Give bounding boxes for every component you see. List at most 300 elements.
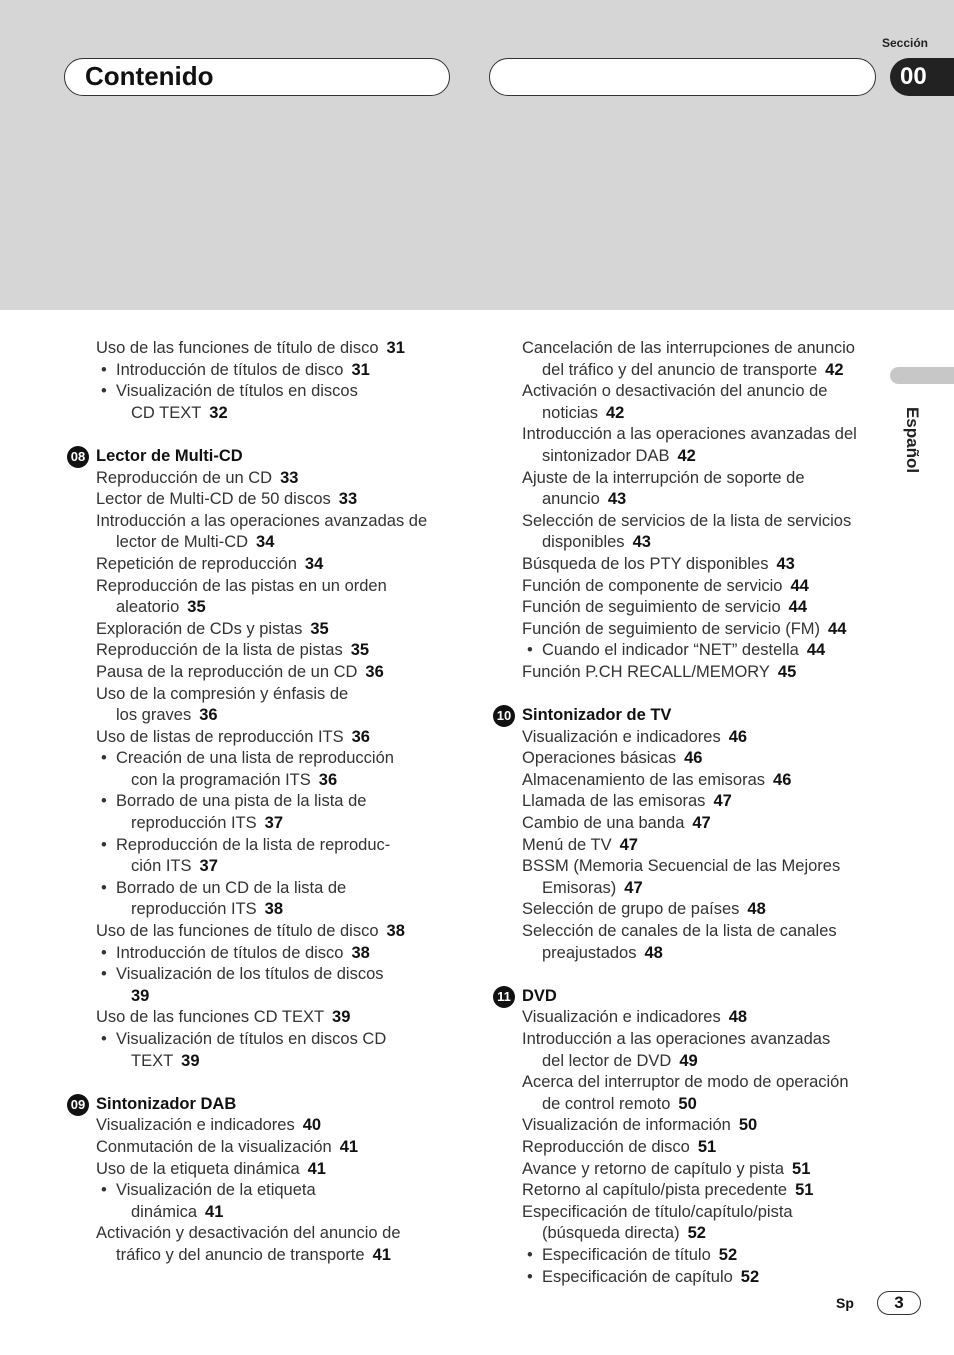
bullet-icon: • xyxy=(101,382,107,401)
toc-entry-line xyxy=(64,489,464,511)
toc-entry[interactable] xyxy=(64,640,464,662)
toc-entry-line xyxy=(490,921,890,943)
page-number: 3 xyxy=(877,1291,921,1315)
toc-page-number: 36 xyxy=(365,662,384,681)
toc-entry-line xyxy=(490,1180,890,1202)
toc-entry-text: Selección de servicios de la lista de servicios xyxy=(522,511,852,530)
toc-entry[interactable] xyxy=(64,1159,464,1181)
toc-entry-text: Visualización e indicadores xyxy=(522,727,721,746)
toc-entry-line xyxy=(490,619,890,641)
toc-page-number: 31 xyxy=(351,360,370,379)
toc-entry[interactable] xyxy=(490,1159,890,1181)
toc-entry-text: reproducción ITS xyxy=(131,900,257,919)
toc-page-number: 44 xyxy=(806,641,826,660)
toc-page-number: 38 xyxy=(386,922,405,941)
toc-page-number: 35 xyxy=(310,619,329,638)
toc-entry-text: Lector de Multi-CD de 50 discos xyxy=(96,490,331,509)
toc-entry-line xyxy=(64,576,464,598)
toc-entry-line xyxy=(490,576,890,598)
header-band xyxy=(0,0,954,310)
toc-entry-text: Cambio de una banda xyxy=(522,814,685,833)
toc-entry[interactable] xyxy=(490,1007,890,1029)
toc-page-number: 38 xyxy=(264,900,284,919)
toc-entry-line xyxy=(490,1267,890,1289)
toc-entry-line xyxy=(490,791,890,813)
toc-entry[interactable] xyxy=(490,597,890,619)
toc-entry-line xyxy=(490,1007,890,1029)
toc-entry-line xyxy=(64,813,464,835)
bullet-icon: • xyxy=(527,1245,533,1264)
bullet-icon: • xyxy=(101,943,107,962)
toc-entry-text: Activación o desactivación del anuncio de xyxy=(522,382,828,401)
bullet-icon: • xyxy=(101,749,107,768)
toc-entry-line xyxy=(490,424,890,446)
toc-page-number: 49 xyxy=(679,1051,698,1070)
toc-entry-text: Activación y desactivación del anuncio de xyxy=(96,1224,401,1243)
toc-entry-text: Visualización de información xyxy=(522,1116,731,1135)
toc-entry-line xyxy=(64,619,464,641)
toc-entry[interactable] xyxy=(490,576,890,598)
toc-spacer xyxy=(490,964,890,986)
toc-entry-text: Pausa de la reproducción de un CD xyxy=(96,662,358,681)
toc-entry[interactable] xyxy=(490,554,890,576)
toc-entry-text: (búsqueda directa) xyxy=(542,1224,680,1243)
toc-entry-text: del tráfico y del anuncio de transporte xyxy=(542,360,818,379)
toc-entry-line xyxy=(64,1202,464,1224)
toc-left-column xyxy=(64,338,464,1267)
toc-entry[interactable] xyxy=(64,921,464,943)
toc-entry-text: Uso de las funciones CD TEXT xyxy=(96,1008,325,1027)
toc-page-number: 47 xyxy=(713,792,732,811)
toc-page-number: 35 xyxy=(350,641,370,660)
bullet-icon: • xyxy=(101,878,107,897)
toc-subentry[interactable] xyxy=(64,1180,464,1223)
toc-entry-line xyxy=(490,1245,890,1267)
toc-entry-text: Avance y retorno de capítulo y pista xyxy=(522,1159,785,1178)
toc-entry-text: ción ITS xyxy=(131,857,192,876)
toc-page-number: 40 xyxy=(302,1116,322,1135)
toc-page-number: 43 xyxy=(632,533,651,552)
toc-entry[interactable] xyxy=(490,1115,890,1137)
bullet-icon: • xyxy=(101,360,107,379)
toc-subentry[interactable] xyxy=(490,1267,890,1289)
toc-entry-text: noticias xyxy=(542,403,598,422)
toc-entry-text: BSSM (Memoria Secuencial de las Mejores xyxy=(522,857,841,876)
toc-page-number: 38 xyxy=(351,943,370,962)
toc-entry-text: Creación de una lista de reproducción xyxy=(116,749,394,768)
toc-page-number: 37 xyxy=(264,814,284,833)
toc-entry[interactable] xyxy=(64,662,464,684)
toc-entry-text: Especificación de título/capítulo/pista xyxy=(522,1202,793,1221)
bullet-icon: • xyxy=(101,1030,107,1048)
toc-entry[interactable] xyxy=(490,770,890,792)
toc-spacer xyxy=(64,1072,464,1094)
toc-entry-line xyxy=(64,403,464,425)
toc-entry-text: los graves xyxy=(116,706,192,725)
toc-entry-line xyxy=(490,597,890,619)
toc-page-number: 46 xyxy=(773,770,792,789)
toc-entry-text: preajustados xyxy=(542,943,637,962)
toc-entry[interactable] xyxy=(490,856,890,899)
toc-entry-text: Visualización de títulos en discos xyxy=(116,382,358,401)
toc-entry-text: Visualización e indicadores xyxy=(522,1008,721,1027)
toc-entry-text: con la programación ITS xyxy=(131,770,311,789)
toc-entry-line xyxy=(64,1223,464,1245)
toc-subentry[interactable] xyxy=(64,1029,464,1072)
blank-title-box xyxy=(489,58,876,96)
toc-entry-line xyxy=(64,360,464,382)
toc-entry-text: Introducción de títulos de disco xyxy=(116,943,344,962)
toc-page-number: 48 xyxy=(644,943,663,962)
toc-page-number: 36 xyxy=(199,706,218,725)
toc-entry[interactable] xyxy=(64,338,464,360)
toc-entry-line xyxy=(64,835,464,857)
toc-entry-text: aleatorio xyxy=(116,598,180,617)
toc-entry-line xyxy=(490,381,890,403)
toc-page-number: 51 xyxy=(795,1181,814,1200)
toc-entry-text: Introducción de títulos de disco xyxy=(116,360,344,379)
toc-entry[interactable] xyxy=(490,1137,890,1159)
toc-page-number: 42 xyxy=(605,403,625,422)
toc-entry-line xyxy=(490,511,890,533)
toc-subentry[interactable] xyxy=(64,360,464,382)
toc-entry-line xyxy=(64,1029,464,1051)
toc-entry-line xyxy=(490,770,890,792)
toc-page-number: 50 xyxy=(738,1116,758,1135)
toc-section-heading[interactable] xyxy=(490,986,890,1008)
toc-entry-text: CD TEXT xyxy=(131,403,202,422)
toc-subentry[interactable] xyxy=(64,943,464,965)
toc-subentry[interactable] xyxy=(490,1245,890,1267)
toc-entry-line xyxy=(64,468,464,490)
toc-page-number: 44 xyxy=(790,576,809,595)
toc-entry-line xyxy=(64,748,464,770)
toc-entry-line xyxy=(64,899,464,921)
language-code: Sp xyxy=(836,1295,854,1311)
toc-subentry[interactable] xyxy=(64,835,464,878)
toc-page-number: 32 xyxy=(209,403,228,422)
toc-page-number: 36 xyxy=(351,727,370,746)
toc-entry-text: del lector de DVD xyxy=(542,1051,672,1070)
toc-entry-line xyxy=(64,1051,464,1073)
toc-entry[interactable] xyxy=(64,727,464,749)
toc-entry-line xyxy=(490,899,890,921)
page-title: Contenido xyxy=(85,61,214,91)
toc-page-number: 39 xyxy=(332,1008,351,1027)
toc-page-number: 46 xyxy=(684,749,703,768)
toc-entry[interactable] xyxy=(64,489,464,511)
toc-entry[interactable] xyxy=(490,381,890,424)
toc-page-number: 50 xyxy=(678,1094,697,1113)
toc-entry-line xyxy=(490,1159,890,1181)
toc-entry-text: de control remoto xyxy=(542,1094,671,1113)
section-number-badge: 08 xyxy=(67,446,89,468)
toc-subentry[interactable] xyxy=(64,791,464,834)
toc-entry[interactable] xyxy=(490,338,890,381)
toc-entry-line xyxy=(64,921,464,943)
toc-spacer xyxy=(64,424,464,446)
toc-page-number: 42 xyxy=(677,446,696,465)
toc-page-number: 44 xyxy=(788,598,808,617)
toc-page-number: 51 xyxy=(792,1159,811,1178)
language-tab-label: Español xyxy=(903,406,922,474)
toc-entry-text: Llamada de las emisoras xyxy=(522,792,706,811)
toc-entry-line xyxy=(64,1180,464,1202)
toc-section-heading[interactable] xyxy=(64,1094,464,1116)
toc-entry-text: Reproducción de disco xyxy=(522,1137,690,1156)
toc-spacer xyxy=(490,684,890,706)
toc-entry-text: Retorno al capítulo/pista precedente xyxy=(522,1181,788,1200)
toc-entry-line xyxy=(490,748,890,770)
toc-entry-line xyxy=(490,878,890,900)
toc-entry-line xyxy=(64,791,464,813)
toc-page-number: 41 xyxy=(372,1245,391,1264)
toc-page-number: 34 xyxy=(256,533,275,552)
toc-subentry[interactable] xyxy=(64,878,464,921)
toc-entry-line xyxy=(490,1051,890,1073)
toc-entry[interactable] xyxy=(64,554,464,576)
toc-subentry[interactable] xyxy=(64,964,464,1007)
toc-entry-text: Selección de grupo de países xyxy=(522,900,740,919)
toc-entry-text: anuncio xyxy=(542,490,600,509)
toc-page-number: 31 xyxy=(386,339,405,357)
toc-subentry[interactable] xyxy=(490,640,890,662)
toc-entry-line xyxy=(64,381,464,403)
toc-entry[interactable] xyxy=(490,468,890,511)
toc-entry-line xyxy=(490,360,890,382)
toc-entry-text: Función de seguimiento de servicio xyxy=(522,598,781,617)
bullet-icon: • xyxy=(101,792,107,811)
toc-page-number: 47 xyxy=(692,814,711,833)
section-number-badge: 09 xyxy=(67,1094,89,1116)
toc-right-column xyxy=(490,338,890,1288)
toc-entry-text: Visualización e indicadores xyxy=(96,1116,295,1135)
toc-entry-text: Uso de listas de reproducción ITS xyxy=(96,727,344,746)
section-number-badge: 00 xyxy=(890,58,954,96)
toc-entry-line xyxy=(490,1094,890,1116)
toc-entry[interactable] xyxy=(490,813,890,835)
toc-entry-text: Visualización de la etiqueta xyxy=(116,1181,316,1200)
toc-page-number: 34 xyxy=(304,554,324,573)
toc-entry[interactable] xyxy=(64,619,464,641)
section-title: Lector de Multi-CD xyxy=(96,446,243,465)
toc-entry-line xyxy=(490,813,890,835)
toc-subentry[interactable] xyxy=(64,748,464,791)
toc-entry-text: Reproducción de un CD xyxy=(96,468,273,487)
toc-entry[interactable] xyxy=(490,791,890,813)
toc-entry-text: sintonizador DAB xyxy=(542,446,670,465)
toc-entry[interactable] xyxy=(490,424,890,467)
toc-entry-text: Introducción a las operaciones avanzadas xyxy=(522,1030,831,1048)
toc-entry-line xyxy=(490,1137,890,1159)
toc-entry[interactable] xyxy=(490,662,890,684)
toc-entry-line xyxy=(490,662,890,684)
toc-entry-text: Borrado de un CD de la lista de xyxy=(116,878,347,897)
toc-entry-line xyxy=(490,554,890,576)
toc-entry-line xyxy=(64,856,464,878)
toc-page-number: 51 xyxy=(697,1137,717,1156)
toc-entry-text: Exploración de CDs y pistas xyxy=(96,619,303,638)
toc-entry-line xyxy=(490,532,890,554)
toc-entry[interactable] xyxy=(490,619,890,641)
bullet-icon: • xyxy=(527,641,533,660)
toc-page-number: 35 xyxy=(187,598,206,617)
toc-entry-text: Operaciones básicas xyxy=(522,749,677,768)
toc-entry-text: Especificación de título xyxy=(542,1245,711,1264)
toc-entry-text: Uso de la compresión y énfasis de xyxy=(96,684,349,703)
toc-entry-line xyxy=(64,662,464,684)
section-title: DVD xyxy=(522,986,557,1005)
toc-entry-text: Función de seguimiento de servicio (FM) xyxy=(522,619,821,638)
toc-entry-line xyxy=(64,986,464,1008)
toc-entry[interactable] xyxy=(490,727,890,749)
toc-entry-text: Uso de las funciones de título de disco xyxy=(96,922,379,941)
toc-entry-line xyxy=(490,1029,890,1051)
toc-entry-text: Uso de las funciones de título de disco xyxy=(96,339,379,357)
toc-entry-text: lector de Multi-CD xyxy=(116,533,249,552)
toc-entry-line xyxy=(64,1137,464,1159)
bullet-icon: • xyxy=(101,1181,107,1200)
toc-entry-line xyxy=(64,727,464,749)
toc-entry-line xyxy=(490,338,890,360)
toc-entry-line xyxy=(490,1115,890,1137)
toc-entry-text: Función P.CH RECALL/MEMORY xyxy=(522,662,770,681)
toc-entry-line xyxy=(64,770,464,792)
bullet-icon: • xyxy=(101,965,107,984)
toc-entry[interactable] xyxy=(64,468,464,490)
toc-entry[interactable] xyxy=(64,1137,464,1159)
toc-entry-line xyxy=(64,964,464,986)
bullet-icon: • xyxy=(101,835,107,854)
toc-entry-text: Función de componente de servicio xyxy=(522,576,783,595)
toc-section-heading[interactable] xyxy=(64,446,464,468)
toc-entry[interactable] xyxy=(64,1007,464,1029)
toc-entry-text: tráfico y del anuncio de transporte xyxy=(116,1245,365,1264)
toc-section-heading[interactable] xyxy=(490,705,890,727)
toc-entry[interactable] xyxy=(64,1223,464,1266)
toc-entry[interactable] xyxy=(490,1029,890,1072)
toc-entry-text: Especificación de capítulo xyxy=(542,1267,733,1286)
toc-page-number: 47 xyxy=(619,835,638,854)
toc-page-number: 33 xyxy=(280,468,299,487)
toc-page-number: 39 xyxy=(131,986,150,1005)
toc-page-number: 45 xyxy=(777,662,797,681)
toc-page-number: 37 xyxy=(199,857,218,876)
toc-entry-line xyxy=(490,856,890,878)
toc-entry-line xyxy=(490,1072,890,1094)
toc-entry[interactable] xyxy=(64,1115,464,1137)
toc-entry-line xyxy=(64,1007,464,1029)
toc-entry[interactable] xyxy=(490,899,890,921)
toc-entry-line xyxy=(490,943,890,965)
section-number-badge: 10 xyxy=(493,705,515,727)
toc-entry[interactable] xyxy=(490,748,890,770)
toc-entry-text: Emisoras) xyxy=(542,878,617,897)
toc-entry-line xyxy=(490,835,890,857)
toc-entry-line xyxy=(490,727,890,749)
toc-entry-text: reproducción ITS xyxy=(131,814,257,833)
toc-page-number: 43 xyxy=(607,490,627,509)
toc-entry-text: Reproducción de las pistas en un orden xyxy=(96,576,387,595)
toc-page-number: 41 xyxy=(339,1137,359,1156)
toc-page-number: 41 xyxy=(307,1159,326,1178)
language-tab-marker xyxy=(890,367,954,384)
toc-entry-text: Ajuste de la interrupción de soporte de xyxy=(522,468,805,487)
toc-entry-text: Acerca del interruptor de modo de operación xyxy=(522,1073,849,1092)
toc-entry-text: TEXT xyxy=(131,1051,174,1070)
toc-entry[interactable] xyxy=(490,1180,890,1202)
toc-entry-text: Cancelación de las interrupciones de anuncio xyxy=(522,339,855,357)
bullet-icon: • xyxy=(527,1267,533,1286)
toc-entry[interactable] xyxy=(64,511,464,554)
toc-entry-line xyxy=(64,532,464,554)
toc-entry[interactable] xyxy=(490,835,890,857)
toc-entry-text: Conmutación de la visualización xyxy=(96,1137,332,1156)
toc-entry-line xyxy=(490,1202,890,1224)
toc-entry-line xyxy=(64,1159,464,1181)
toc-page-number: 43 xyxy=(776,554,795,573)
toc-page-number: 44 xyxy=(828,619,847,638)
toc-entry-text: Selección de canales de la lista de canales xyxy=(522,922,837,941)
toc-entry-line xyxy=(64,511,464,533)
section-title: Sintonizador DAB xyxy=(96,1094,237,1113)
toc-entry-text: Almacenamiento de las emisoras xyxy=(522,770,766,789)
toc-entry-text: Visualización de los títulos de discos xyxy=(116,965,384,984)
toc-entry-line xyxy=(490,489,890,511)
toc-entry[interactable] xyxy=(64,684,464,727)
toc-entry-text: Introducción a las operaciones avanzadas de xyxy=(96,511,428,530)
toc-entry-line xyxy=(64,684,464,706)
toc-page-number: 52 xyxy=(687,1224,706,1243)
toc-entry-line xyxy=(64,338,464,360)
toc-page-number: 39 xyxy=(181,1051,200,1070)
toc-entry[interactable] xyxy=(490,921,890,964)
toc-entry-line xyxy=(64,943,464,965)
toc-subentry[interactable] xyxy=(64,381,464,424)
toc-entry-line xyxy=(490,640,890,662)
toc-entry[interactable] xyxy=(64,576,464,619)
toc-page-number: 46 xyxy=(728,727,748,746)
toc-entry[interactable] xyxy=(490,1202,890,1245)
toc-entry-text: disponibles xyxy=(542,533,625,552)
toc-page-number: 47 xyxy=(624,878,643,897)
toc-page-number: 48 xyxy=(728,1008,748,1027)
toc-entry-line xyxy=(490,403,890,425)
toc-page-number: 41 xyxy=(205,1202,224,1221)
toc-entry-text: Cuando el indicador “NET” destella xyxy=(542,641,799,660)
toc-entry[interactable] xyxy=(490,511,890,554)
toc-entry-text: Reproducción de la lista de reproduc- xyxy=(116,835,391,854)
toc-entry-text: Reproducción de la lista de pistas xyxy=(96,641,343,660)
section-title: Sintonizador de TV xyxy=(522,706,672,725)
toc-entry-line xyxy=(490,468,890,490)
toc-entry-text: dinámica xyxy=(131,1202,198,1221)
toc-entry-line xyxy=(64,554,464,576)
toc-entry-text: Uso de la etiqueta dinámica xyxy=(96,1159,300,1178)
toc-entry-line xyxy=(64,640,464,662)
toc-entry-text: Menú de TV xyxy=(522,835,612,854)
toc-entry-text: Borrado de una pista de la lista de xyxy=(116,792,367,811)
toc-entry-text: Búsqueda de los PTY disponibles xyxy=(522,554,769,573)
toc-entry-text: Repetición de reproducción xyxy=(96,554,297,573)
toc-entry[interactable] xyxy=(490,1072,890,1115)
toc-entry-line xyxy=(64,597,464,619)
toc-entry-text: Introducción a las operaciones avanzadas del xyxy=(522,425,857,444)
title-box xyxy=(64,58,450,96)
section-label: Sección xyxy=(881,36,928,50)
toc-entry-line xyxy=(490,446,890,468)
toc-page-number: 33 xyxy=(338,490,358,509)
